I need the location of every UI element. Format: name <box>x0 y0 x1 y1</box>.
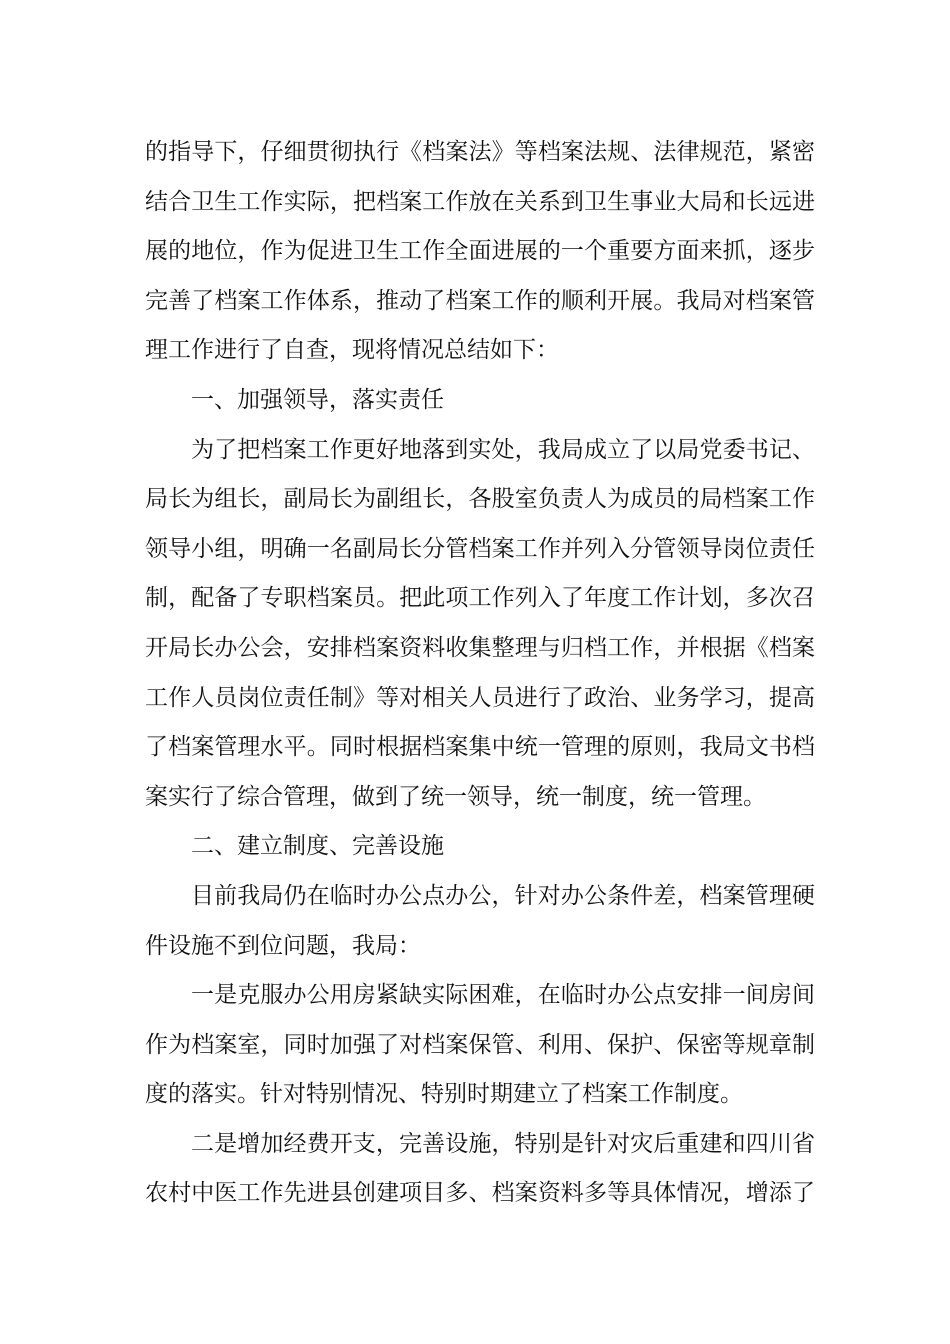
text-line: 二、建立制度、完善设施 <box>191 833 444 860</box>
document-body <box>145 128 815 1219</box>
text-line: 二是增加经费开支，完善设施，特别是针对灾后重建和四川省 <box>191 1130 815 1157</box>
text-line: 展的地位，作为促进卫生工作全面进展的一个重要方面来抓，逐步 <box>145 238 815 265</box>
text-line: 一是克服办公用房紧缺实际困难，在临时办公点安排一间房间 <box>191 982 815 1009</box>
text-line: 完善了档案工作体系，推动了档案工作的顺利开展。我局对档案管 <box>145 287 815 314</box>
text-line: 一、加强领导，落实责任 <box>191 386 444 413</box>
text-line: 局长为组长，副局长为副组长，各股室负责人为成员的局档案工作 <box>145 486 815 513</box>
text-line: 案实行了综合管理，做到了统一领导，统一制度，统一管理。 <box>145 783 766 810</box>
text-line: 工作人员岗位责任制》等对相关人员进行了政治、业务学习，提高 <box>145 684 815 711</box>
text-line: 件设施不到位问题，我局： <box>145 932 421 959</box>
text-line: 结合卫生工作实际，把档案工作放在关系到卫生事业大局和长远进 <box>145 188 815 215</box>
text-line: 目前我局仍在临时办公点办公，针对办公条件差，档案管理硬 <box>191 882 815 909</box>
text-line: 领导小组，明确一名副局长分管档案工作并列入分管领导岗位责任 <box>145 535 815 562</box>
text-line: 的指导下，仔细贯彻执行《档案法》等档案法规、法律规范，紧密 <box>145 139 815 165</box>
text-line: 理工作进行了自查，现将情况总结如下： <box>145 337 559 364</box>
text-line: 农村中医工作先进县创建项目多、档案资料多等具体情况，增添了 <box>145 1180 815 1207</box>
text-line: 了档案管理水平。同时根据档案集中统一管理的原则，我局文书档 <box>145 734 815 761</box>
text-line: 作为档案室，同时加强了对档案保管、利用、保护、保密等规章制 <box>145 1031 815 1058</box>
text-line: 为了把档案工作更好地落到实处，我局成立了以局党委书记、 <box>191 436 815 463</box>
text-line: 制，配备了专职档案员。把此项工作列入了年度工作计划，多次召 <box>145 585 815 612</box>
text-line: 开局长办公会，安排档案资料收集整理与归档工作，并根据《档案 <box>145 634 815 661</box>
text-line: 度的落实。针对特别情况、特别时期建立了档案工作制度。 <box>145 1081 743 1108</box>
